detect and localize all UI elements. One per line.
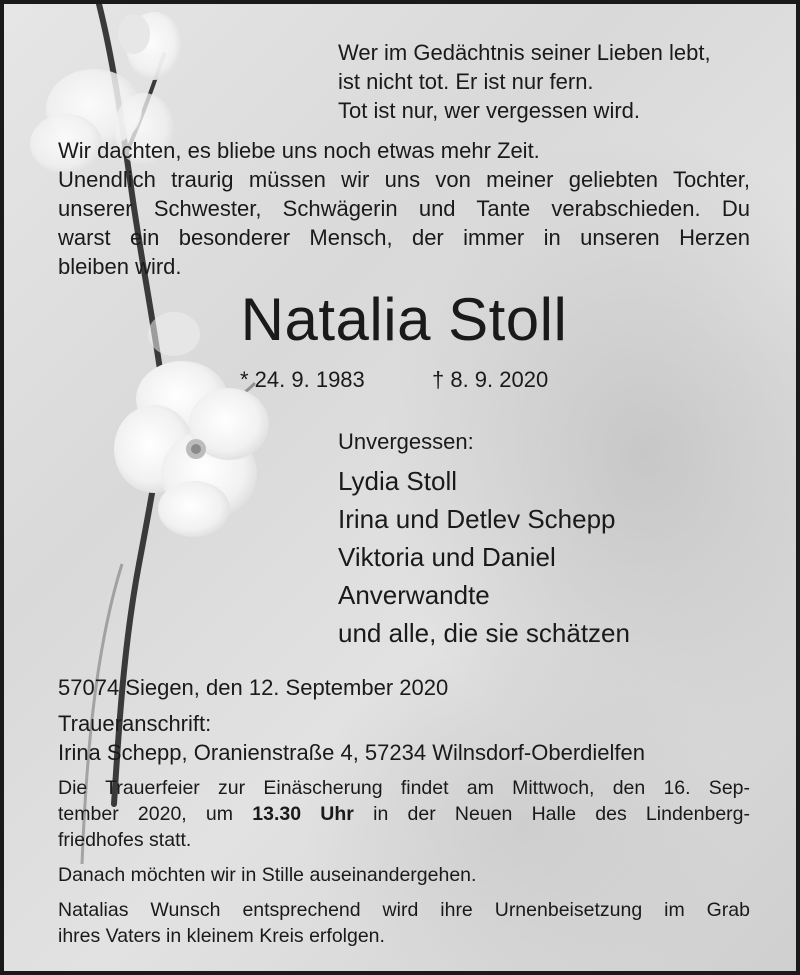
mourner-name: und alle, die sie schätzen	[338, 618, 630, 648]
burial-wish	[58, 897, 750, 949]
wish-line: ihres Vaters in kleinem Kreis erfolgen.	[58, 925, 385, 947]
intro-text	[58, 136, 750, 281]
poem-verse	[338, 38, 711, 125]
poem-line: Wer im Gedächtnis seiner Lieben lebt,	[338, 40, 711, 65]
service-line: friedhofes statt.	[58, 829, 192, 851]
address-value: Irina Schepp, Oranienstraße 4, 57234 Wilnsdorf-Oberdielfen	[58, 740, 645, 765]
mourner-name: Lydia Stoll	[338, 466, 457, 496]
mourner-name: Viktoria und Daniel	[338, 542, 556, 572]
wish-line: Natalias Wunsch entsprechend wird ihre Urnenbeisetzung im Grab	[58, 899, 750, 921]
intro-line: unserer Schwester, Schwägerin und Tante verabschieden. Du	[58, 196, 750, 221]
intro-line: Unendlich traurig müssen wir uns von meiner geliebten Tochter,	[58, 167, 750, 192]
death-date: † 8. 9. 2020	[432, 367, 549, 392]
intro-line: warst ein besonderer Mensch, der immer in unseren Herzen	[58, 225, 750, 250]
service-time: 13.30 Uhr	[252, 803, 354, 825]
service-line	[58, 801, 750, 827]
mourners-list	[338, 462, 630, 652]
mourning-address	[58, 709, 645, 767]
poem-line: Tot ist nur, wer vergessen wird.	[338, 98, 641, 123]
mourner-name: Irina und Detlev Schepp	[338, 504, 616, 534]
place-and-date: 57074 Siegen, den 12. September 2020	[58, 675, 449, 700]
poem-line: ist nicht tot. Er ist nur fern.	[338, 69, 594, 94]
birth-date: * 24. 9. 1983	[240, 367, 365, 392]
deceased-name: Natalia Stoll	[240, 286, 568, 353]
funeral-service-info	[58, 775, 750, 853]
service-text: in der Neuen Halle des Lindenberg-	[373, 803, 751, 825]
farewell-note: Danach möchten wir in Stille auseinandergehen.	[58, 864, 477, 886]
intro-line: bleiben wird.	[58, 254, 182, 279]
service-text: tember 2020, um	[58, 803, 234, 825]
intro-line: Wir dachten, es bliebe uns noch etwas mehr Zeit.	[58, 138, 540, 163]
service-line: Die Trauerfeier zur Einäscherung findet am Mittwoch, den 16. Sep-	[58, 777, 750, 799]
mourners-heading: Unvergessen:	[338, 429, 474, 454]
mourner-name: Anverwandte	[338, 580, 490, 610]
address-label: Traueranschrift:	[58, 711, 212, 736]
